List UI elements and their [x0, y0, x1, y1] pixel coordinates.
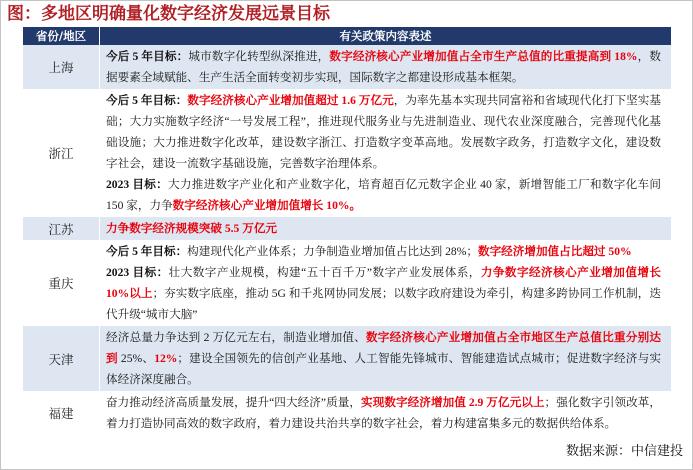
policy-text: ；建设全国领先的信创产业基地、人工智能先锋城市、智能建造试点城市；促进数字经济与实体经济深度融合。: [106, 352, 661, 386]
table-header-row: [23, 27, 671, 45]
region-cell: 重庆: [23, 240, 100, 326]
policy-text: ，为率先基本实现共同富裕和省域现代化打下坚实基础；大力实施数字经济“一号发展工程”，推进现代服务业与先进制造业、现代农业深度融合，完善现代化基础设施；大力推进数字化改革，建设数字浙江、打造数字变革高地。发展数字政务，打造数字文化，建设数字社会，建设一流数字基础设施，完善数字治理体系。: [106, 94, 661, 170]
target-period-label: 今后 5 年目标：: [106, 50, 189, 63]
policy-table: [23, 27, 671, 435]
highlighted-target-text: 数字经济核心产业增加值占全市地区生产总值比重分别达到: [106, 331, 661, 365]
policy-cell: [100, 89, 671, 217]
highlighted-target-text: 实现数字经济增加值 2.9 万亿元以上: [361, 396, 545, 409]
policy-text: 经济总量力争达到 2 万亿元左右，制造业增加值、: [106, 331, 366, 344]
policy-text: ；强化数字引领改革，着力打造协同高效的数字政府，着力建设共治共享的数字社会，着力构建富集多元的数据供给体系。: [106, 396, 661, 430]
policy-text: ；夯实数字底座，推动 5G 和千兆网协同发展；以数字政府建设为牵引，构建多跨协同工作机制，迭代升级“城市大脑”: [106, 287, 661, 321]
policy-paragraph: [106, 174, 661, 216]
policy-cell: [100, 326, 671, 391]
policy-paragraph: [106, 241, 661, 262]
highlighted-target-text: 数字经济核心产业增加值超过 1.6 万亿元: [187, 94, 394, 107]
policy-text: 奋力推动经济高质量发展，提升“四大经济”质量，: [106, 396, 362, 409]
highlighted-target-text: 数字经济核心产业增加值增长 10%。: [172, 199, 362, 212]
highlighted-target-text: 力争数字经济核心产业增加值增长 10%以上: [106, 266, 661, 300]
table-row: [23, 217, 671, 240]
policy-paragraph: [106, 218, 661, 239]
table-row: [23, 89, 671, 217]
target-period-label: 今后 5 年目标：: [106, 245, 188, 258]
target-period-label: 2023 目标：: [106, 178, 169, 191]
target-period-label: 2023 目标：: [106, 266, 169, 279]
highlighted-target-text: 数字经济核心产业增加值占全市生产总值的比重提高到 18%: [329, 50, 638, 63]
policy-paragraph: [106, 262, 661, 325]
policy-text: 大力推进数字产业化和产业数字化，培育超百亿元数字企业 40 家，新增智能工厂和数字化车间 150 家，力争: [106, 178, 661, 212]
table-row: [23, 45, 671, 89]
region-cell: 江苏: [23, 217, 100, 240]
policy-text: 壮大数字产业规模，构建“五十百千万”数字产业发展体系，: [168, 266, 481, 279]
policy-paragraph: [106, 90, 661, 174]
table-row: [23, 326, 671, 391]
policy-text: 构建现代化产业体系；力争制造业增加值占比达到 28%；: [187, 245, 478, 258]
table-row: [23, 240, 671, 326]
table-row: [23, 391, 671, 435]
policy-paragraph: [106, 327, 661, 390]
highlighted-target-text: 力争数字经济规模突破 5.5 万亿元: [106, 222, 278, 235]
target-period-label: 今后 5 年目标：: [106, 94, 188, 107]
policy-table-body: [23, 45, 671, 435]
data-source-note: 数据来源：中信建投: [565, 444, 683, 459]
policy-cell: [100, 391, 671, 435]
region-cell: 浙江: [23, 89, 100, 217]
column-header-policy: 有关政策内容表述: [339, 29, 432, 43]
region-cell: 上海: [23, 45, 100, 89]
policy-text: 城市数字化转型纵深推进，: [188, 50, 330, 63]
policy-text: 25%、: [117, 352, 155, 365]
policy-paragraph: [106, 46, 661, 88]
region-cell: 福建: [23, 391, 100, 435]
policy-cell: [100, 217, 671, 240]
highlighted-target-text: 12%: [154, 352, 178, 365]
policy-text: ，数据要素全域赋能、生产生活全面转变初步实现，国际数字之都建设形成基本框架。: [106, 50, 661, 84]
policy-cell: [100, 45, 671, 89]
column-header-region: 省份/地区: [23, 27, 100, 45]
region-cell: 天津: [23, 326, 100, 391]
policy-paragraph: [106, 392, 661, 434]
policy-cell: [100, 240, 671, 326]
highlighted-target-text: 数字经济增加值占比超过 50%: [477, 245, 632, 258]
figure-title: 图：多地区明确量化数字经济发展远景目标: [7, 4, 330, 24]
